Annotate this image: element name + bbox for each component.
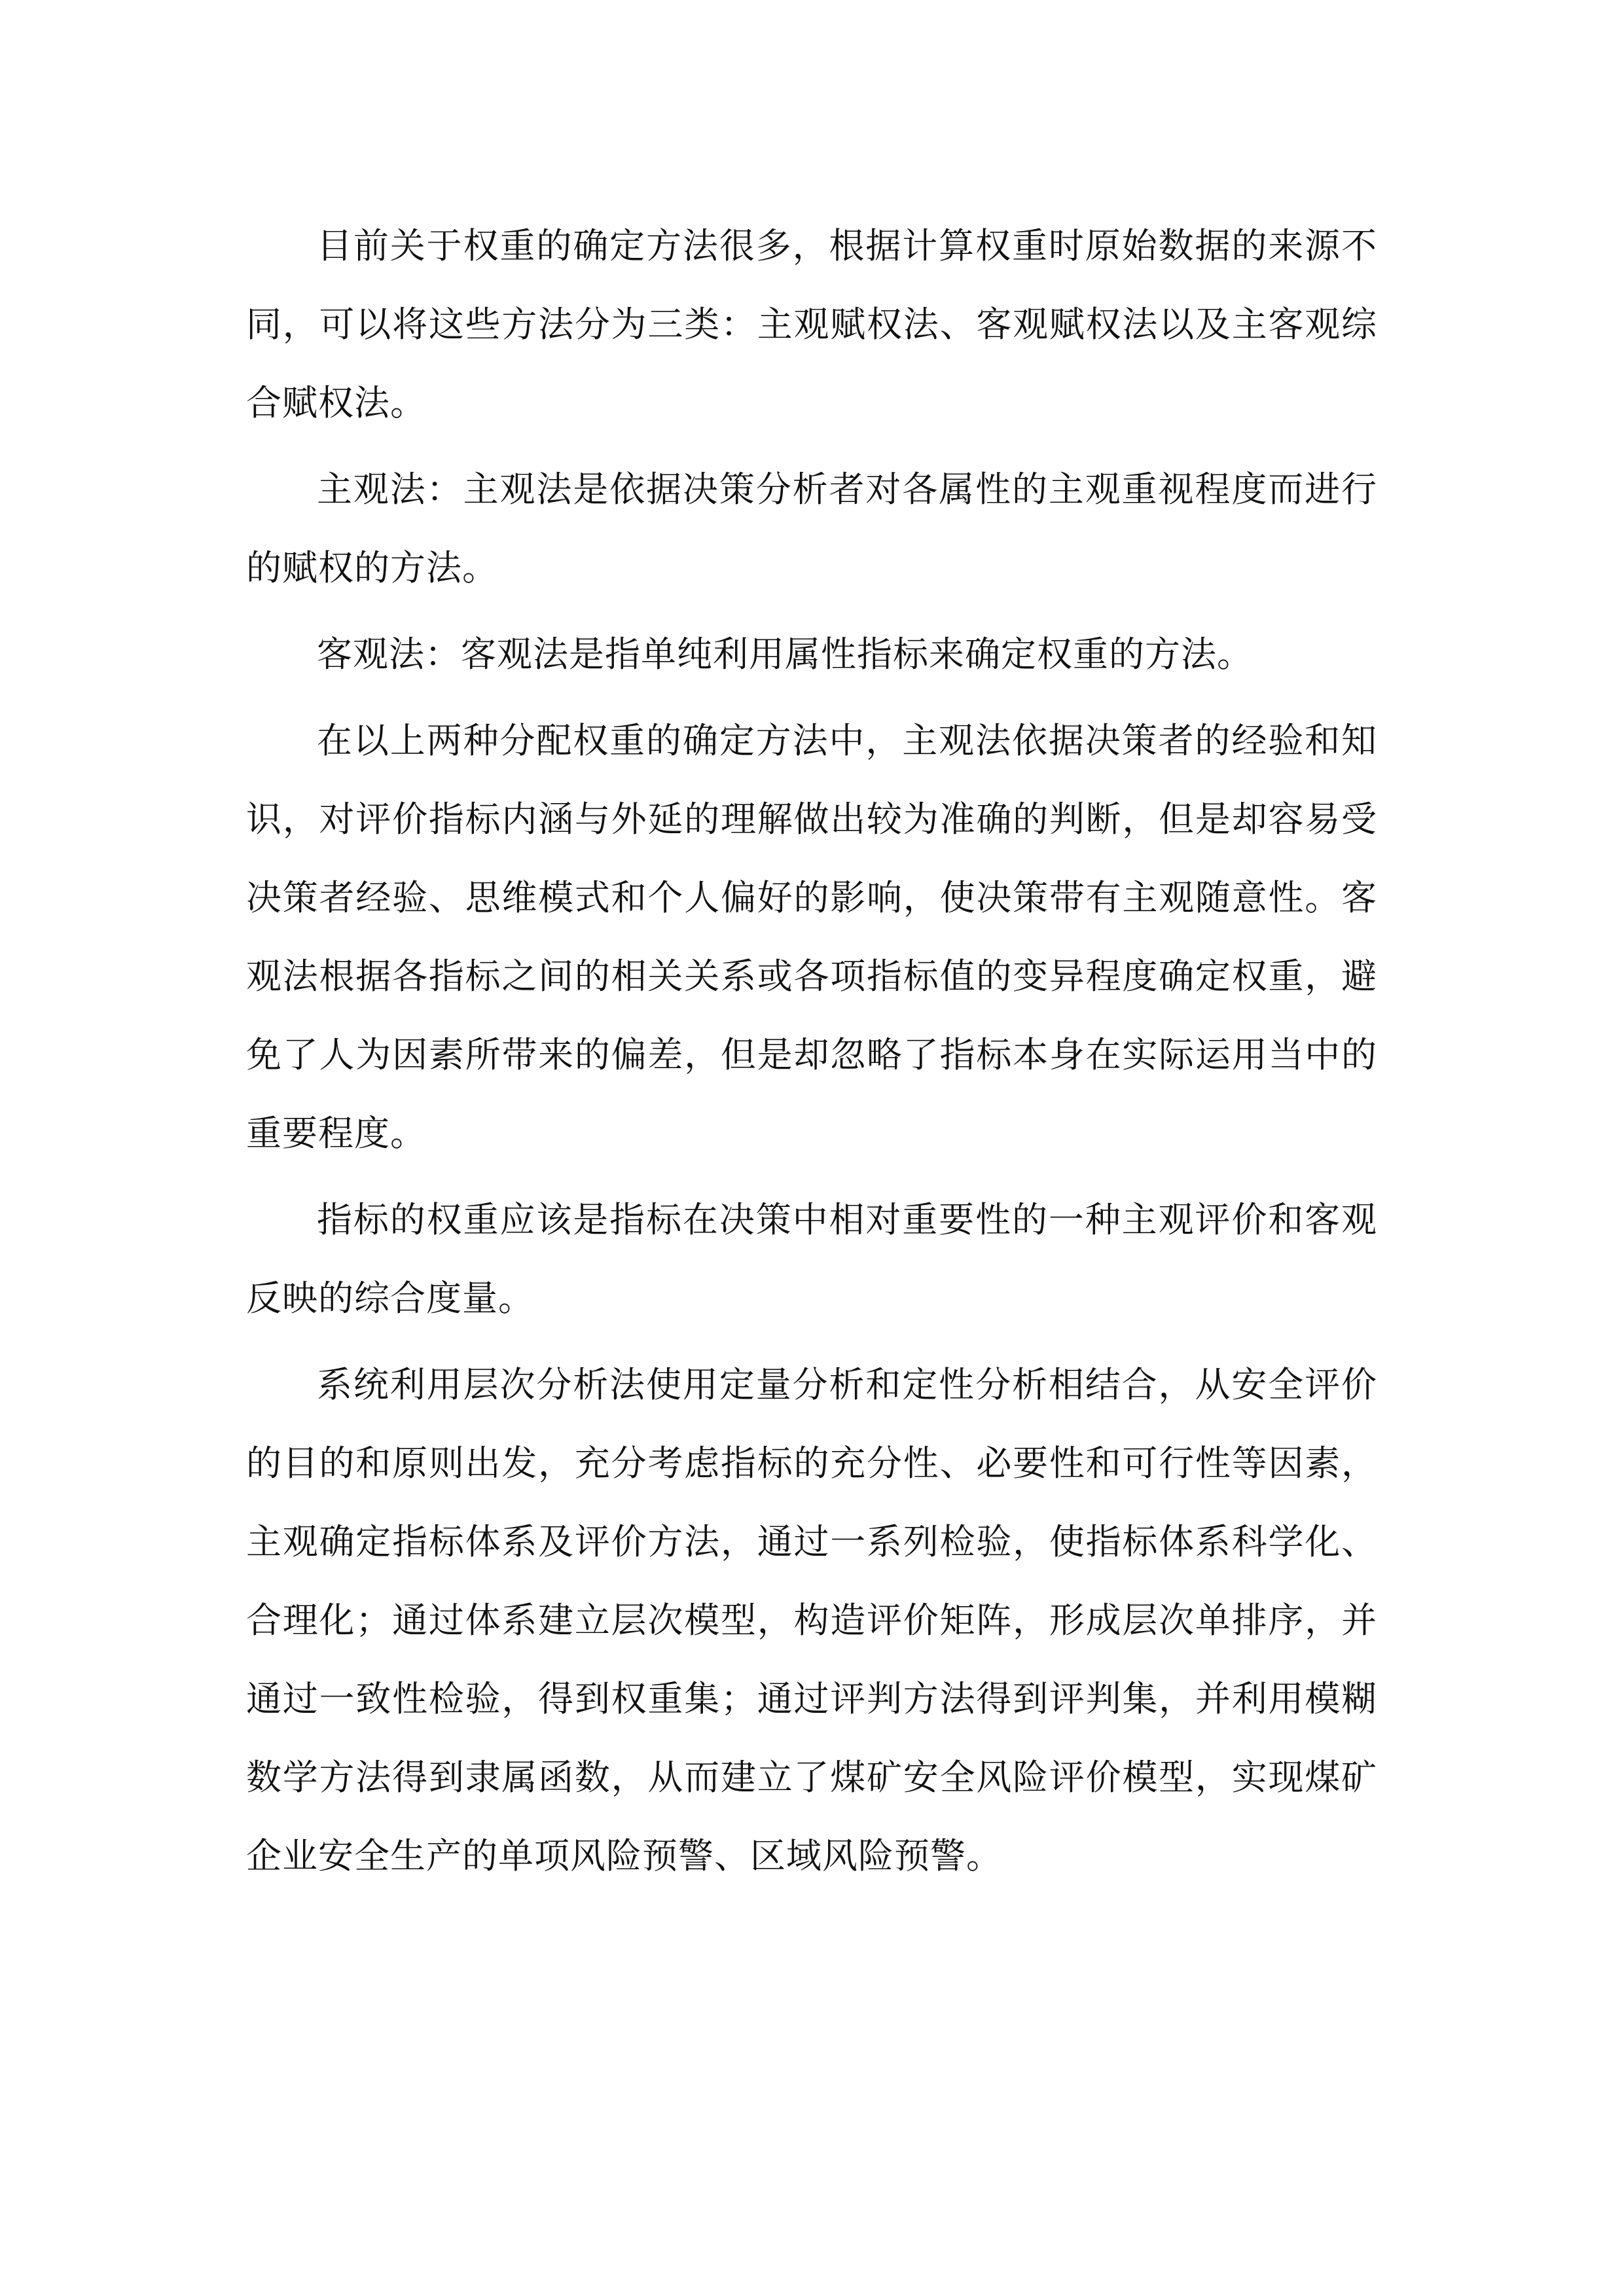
document-body (246, 207, 1377, 1903)
paragraph-subjective-method: 主观法：主观法是依据决策分析者对各属性的主观重视程度而进行的赋权的方法。 (246, 469, 1377, 588)
paragraph-weight-methods: 目前关于权重的确定方法很多，根据计算权重时原始数据的来源不同，可以将这些方法分为三类：主观赋权法、客观赋权法以及主客观综合赋权法。 (246, 225, 1377, 423)
paragraph-objective-method: 客观法：客观法是指单纯利用属性指标来确定权重的方法。 (317, 634, 1253, 675)
paragraph-system-evaluation-model: 系统利用层次分析法使用定量分析和定性分析相结合，从安全评价的目的和原则出发，充分考虑指标的充分性、必要性和可行性等因素，主观确定指标体系及评价方法，通过一系列检验，使指标体系科学化、合理化；通过体系建立层次模型，构造评价矩阵，形成层次单排序，并通过一致性检验，得到权重集；通过评判方法得到评判集，并利用模糊数学方法得到隶属函数，从而建立了煤矿安全风险评价模型，实现煤矿企业安全生产的单项风险预警、区域风险预警。 (246, 1364, 1377, 1876)
paragraph-weight-definition: 指标的权重应该是指标在决策中相对重要性的一种主观评价和客观反映的综合度量。 (246, 1199, 1377, 1319)
paragraph-method-comparison: 在以上两种分配权重的确定方法中，主观法依据决策者的经验和知识，对评价指标内涵与外延的理解做出较为准确的判断，但是却容易受决策者经验、思维模式和个人偏好的影响，使决策带有主观随意性。客观法根据各指标之间的相关关系或各项指标值的变异程度确定权重，避免了人为因素所带来的偏差，但是却忽略了指标本身在实际运用当中的重要程度。 (246, 720, 1377, 1154)
